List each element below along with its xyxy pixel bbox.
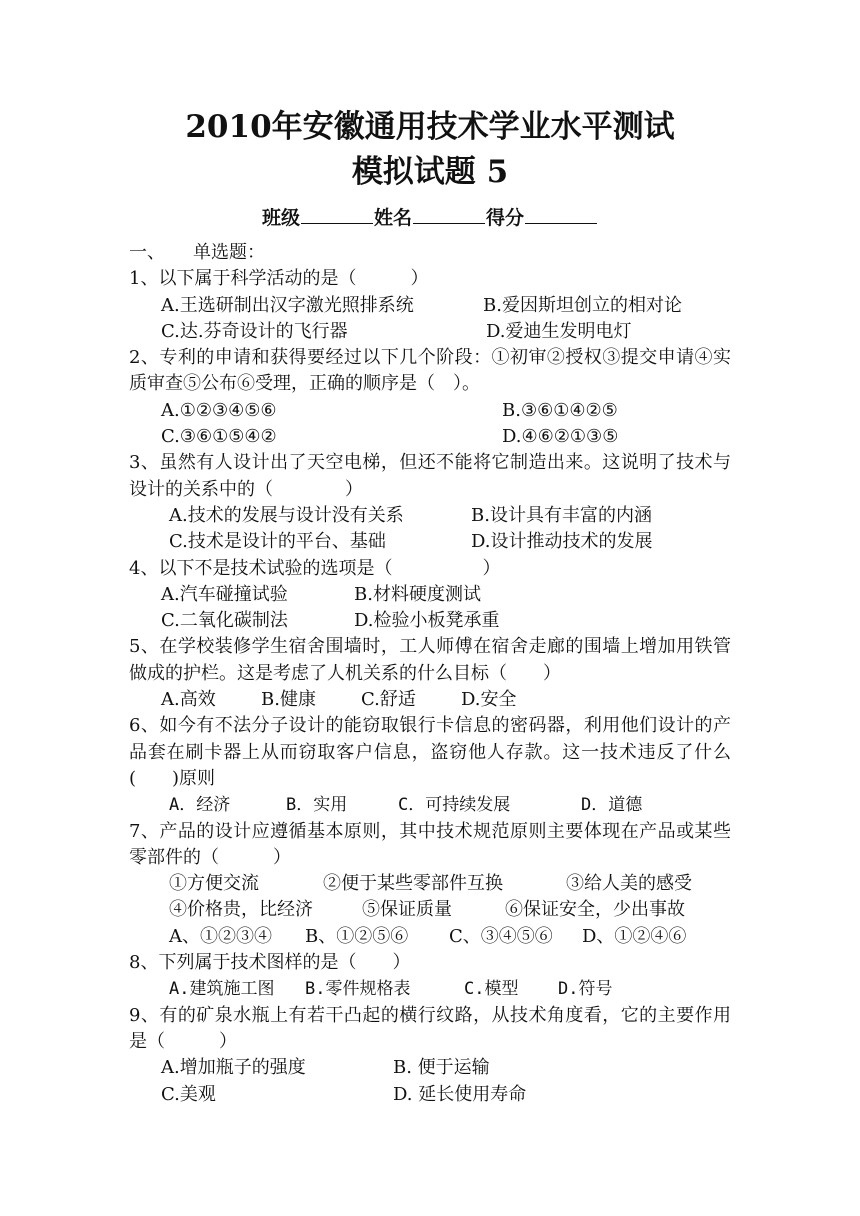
- question-2-stem: 2、专利的申请和获得要经过以下几个阶段：①初审②授权③提交申请④实质审查⑤公布⑥受理，正确的顺序是（ ）。: [129, 347, 731, 395]
- question-2-option-c: C.③⑥①⑤④②: [161, 426, 277, 448]
- question-3-options-row1: [129, 503, 731, 529]
- question-4-option-d: D.检验小板凳承重: [354, 610, 500, 632]
- question-8-options: [129, 976, 731, 1002]
- question-7-items-row1: [129, 871, 731, 897]
- question-8-stem: 8、下列属于技术图样的是（ ）: [129, 952, 411, 974]
- question-9-option-d: D. 延长使用寿命: [393, 1083, 527, 1105]
- question-5-option-a: A.高效: [161, 689, 216, 711]
- question-7-item-2: ②便于某些零部件互换: [323, 873, 503, 895]
- question-1-option-d: D.爱迪生发明电灯: [486, 320, 632, 342]
- question-4-options-row1: [129, 582, 731, 608]
- exam-subtitle: 模拟试题 5: [351, 154, 509, 190]
- question-3-option-b: B.设计具有丰富的内涵: [471, 504, 652, 526]
- question-9-stem: 9、有的矿泉水瓶上有若干凸起的横行纹路，从技术角度看，它的主要作用是（ ）: [129, 1004, 731, 1052]
- question-5-option-b: B.健康: [261, 689, 316, 711]
- question-9-option-a: A.增加瓶子的强度: [161, 1057, 306, 1079]
- question-6-options: [129, 792, 731, 818]
- question-4-option-a: A.汽车碰撞试验: [161, 583, 288, 605]
- question-4-option-b: B.材料硬度测试: [354, 583, 481, 605]
- question-3-stem: 3、虽然有人设计出了天空电梯，但还不能将它制造出来。这说明了技术与设计的关系中的（ ）: [129, 452, 731, 500]
- name-label: 姓名: [373, 207, 412, 229]
- score-blank: [525, 205, 597, 224]
- question-3-option-a: A.技术的发展与设计没有关系: [169, 504, 404, 526]
- question-9-option-b: B. 便于运输: [393, 1057, 490, 1079]
- question-5-stem: 5、在学校装修学生宿舍围墙时，工人师傅在宿舍走廊的围墙上增加用铁管做成的护栏。这是考虑了人机关系的什么目标（ ）: [129, 636, 731, 684]
- question-1-option-a: A.王选研制出汉字激光照排系统: [161, 294, 414, 316]
- question-3-option-c: C.技术是设计的平台、基础: [169, 531, 386, 553]
- question-7-option-d: D、①②④⑥: [582, 925, 687, 947]
- question-7-option-c: C、③④⑤⑥: [449, 925, 553, 947]
- question-4-stem: 4、以下不是技术试验的选项是（ ）: [129, 557, 501, 579]
- student-info-line: [0, 205, 860, 231]
- question-2-option-d: D.④⑥②①③⑤: [502, 426, 619, 448]
- question-3-option-d: D.设计推动技术的发展: [471, 531, 653, 553]
- question-1-option-b: B.爱因斯坦创立的相对论: [483, 294, 682, 316]
- question-6-stem: 6、如今有不法分子设计的能窃取银行卡信息的密码器，利用他们设计的产品套在刷卡器上从而窃取客户信息，盗窃他人存款。这一技术违反了什么( )原则: [129, 715, 731, 789]
- question-2-option-a: A.①②③④⑤⑥: [161, 399, 277, 421]
- question-3-options-row2: [129, 529, 731, 555]
- question-7-option-a: A、①②③④: [169, 925, 272, 947]
- question-9-options-row1: [129, 1055, 731, 1081]
- question-2-option-b: B.③⑥①④②⑤: [502, 399, 618, 421]
- question-9-options-row2: [129, 1082, 731, 1108]
- question-2-options-row2: [129, 424, 731, 450]
- question-8-option-d: D.符号: [558, 979, 613, 1000]
- exam-title: 2010年安徽通用技术学业水平测试: [185, 109, 675, 145]
- question-5-option-c: C.舒适: [361, 689, 416, 711]
- question-1-options-row1: [129, 293, 731, 319]
- question-7-options: [129, 924, 731, 950]
- question-5-option-d: D.安全: [461, 689, 517, 711]
- question-2-options-row1: [129, 398, 731, 424]
- question-7-item-5: ⑤保证质量: [362, 899, 452, 921]
- name-blank: [413, 205, 485, 224]
- class-blank: [301, 205, 373, 224]
- question-4-option-c: C.二氧化碳制法: [161, 610, 288, 632]
- question-8-option-c: C.模型: [464, 979, 519, 1000]
- question-list: [129, 240, 731, 1108]
- question-6-option-a: A．经济: [169, 795, 231, 816]
- question-9-option-c: C.美观: [161, 1083, 216, 1105]
- question-1-options-row2: [129, 319, 731, 345]
- question-1-option-c: C.达.芬奇设计的飞行器: [161, 320, 348, 342]
- score-label: 得分: [486, 207, 525, 229]
- question-7-stem: 7、产品的设计应遵循基本原则，其中技术规范原则主要体现在产品或某些零部件的（ ）: [129, 820, 731, 868]
- question-7-items-row2: [129, 897, 731, 923]
- question-7-item-4: ④价格贵，比经济: [169, 899, 313, 921]
- question-6-option-c: C．可持续发展: [398, 795, 511, 816]
- question-5-options: [129, 687, 731, 713]
- question-1-stem: 1、以下属于科学活动的是（ ）: [129, 268, 429, 290]
- question-8-option-b: B.零件规格表: [305, 979, 411, 1000]
- class-label: 班级: [261, 207, 300, 229]
- question-7-item-3: ③给人美的感受: [566, 873, 692, 895]
- question-6-option-d: D．道德: [581, 795, 643, 816]
- question-8-option-a: A.建筑施工图: [169, 979, 275, 1000]
- question-4-options-row2: [129, 608, 731, 634]
- section-heading: 一、 单选题：: [129, 242, 265, 263]
- question-6-option-b: B．实用: [286, 795, 348, 816]
- question-7-option-b: B、①②⑤⑥: [305, 925, 409, 947]
- question-7-item-1: ①方便交流: [169, 873, 259, 895]
- question-7-item-6: ⑥保证安全，少出事故: [505, 899, 685, 921]
